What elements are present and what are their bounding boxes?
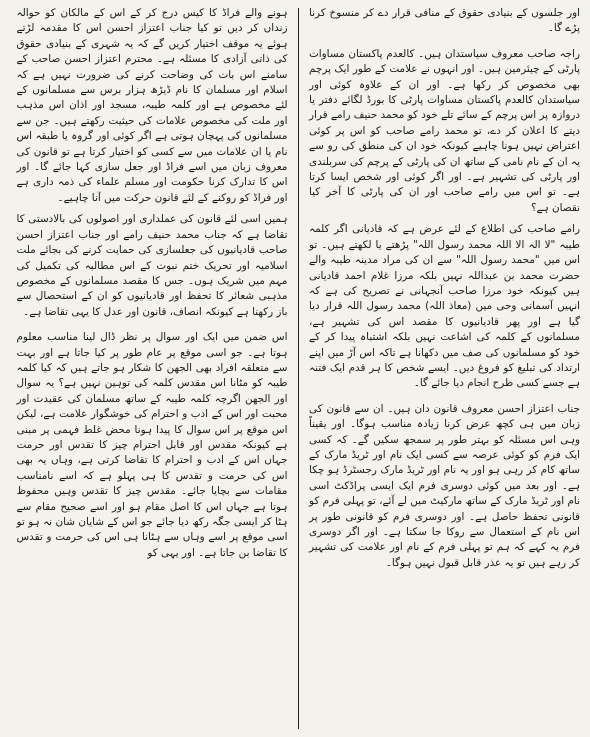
paragraph: رامے صاحب کی اطلاع کے لئے عرض ہے کہ قادیانی اگر کلمہ طیبہ "لا الہ الا اللہ محمد رسول اللہ" پڑھتے یا لکھتے ہیں۔ تو اس میں "محمد رسول اللہ" سے ان کی مراد مدینہ طیبہ والے حضرت محمد بن عبداللہ نہیں بلکہ مرزا غلام احمد قادیانی ہیں کیونکہ خود مرزا صاحب آنجہانی نے تصریح کی ہے کہ انہیں آسمانی وحی میں (معاذ اللہ) محمد رسول اللہ قرار دیا گیا ہے اور پھر قادیانیوں کا مقصد اس کی تشہیر ہے، مسلمانوں کے کلمہ کی اشاعت نہیں بلکہ اشتباہ پیدا کر کے خود کو مسلمانوں کی صف میں دکھانا ہے تاکہ اس آڑ میں اپنے ارتداد کی تبلیغ کو فروغ دیں۔ ایسے شخص کا ہر قدم ایک فتنہ ہے جسے کسی طرح انجام دیا جائے گا۔ bbox=[309, 223, 580, 390]
paragraph: جناب اعتزاز احسن معروف قانون دان ہیں۔ ان سے قانون کی زبان میں ہی کچھ عرض کرنا زیادہ مناسب ہوگا۔ اور یقیناً وہی اس مسئلہ کو بہتر طور پر سمجھ سکیں گے۔ کہ کسی ایک فرم کو کوئی عرصہ سے کسی ایک نام اور ٹریڈ مارک کے ساتھ کام کر رہی ہو اور یہ نام اور ٹریڈ مارک رجسٹرڈ ہو چکا ہے۔ اور بعد میں کوئی دوسری فرم ایک ایسی پراڈکٹ اسی نام اور ٹریڈ مارک کے ساتھ مارکیٹ میں لے آئے، تو پہلی فرم کو قانونی تحفظ حاصل ہے۔ اور دوسری فرم کو قانونی طور پر اس نام کے استعمال سے روکا جا سکتا ہے۔ اور اگر دوسری فرم یہ کہے کہ ہم تو پہلی فرم کے نام اور علامت کی تشہیر کر رہے ہیں تو یہ عذر قابل قبول نہیں ہوگا۔ bbox=[309, 402, 580, 569]
right-text-column bbox=[299, 6, 582, 731]
left-text-column bbox=[15, 6, 298, 731]
paragraph: راجہ صاحب معروف سیاستدان ہیں۔ کالعدم پاکستان مساوات پارٹی کے چیئرمین ہیں۔ اور انہوں نے علامت کے طور ایک پرچم بھی مخصوص کر رکھا ہے۔ اور ان کے علاوہ کوئی اور سیاستدان کالعدم پاکستان مساوات پارٹی کا بورڈ لگائے دفتر یا دروازہ پر اس پرچم کے سائے تلے خود کو محمد حنیف رامے قرار دیتے کا اعلان کر دے، تو محمد رامے صاحب کو اس پر کوئی اعتراض نہیں ہونا چاہیے کیونکہ خود ان کی منطق کی رو سے یہ ان کے نام نامی کے ساتھ ان کی پارٹی کے پرچم کی سربلندی اور پارٹی کی تشہیر ہے۔ اور اگر کوئی اور شخص ایسا کرتا ہے۔ تو اس میں رامے صاحب اور ان کی پارٹی کا آخر کیا نقصان ہے؟ bbox=[309, 47, 580, 214]
paragraph: ہونے والے فراڈ کا کیس درج کر کے اس کے مالکان کو حوالہ زنداں کر دیں تو کیا جناب اعتزاز احسن اس کا مقدمہ لڑتے ہوئے یہ موقف اختیار کریں گے کہ یہ شہری کے بنیادی حقوق کی ذاتی آزادی کا مسئلہ ہے۔ محترم اعتزاز احسن صاحب کے سامنے اس بات کی وضاحت کرنے کی ضرورت نہیں ہے کہ اسلام اور مسلمان کا نام ڈیڑھ ہزار برس سے مسلمانوں کے لئے مخصوص ہے اور کلمہ طیبہ، مسجد اور اذان اس مذہب اور ملت کی مخصوص علامات کی حیثیت رکھتے ہیں۔ جن سے مسلمانوں کی پہچان ہوتی ہے اگر کوئی اور گروہ یا طبقہ اس نام یا ان علامات میں سے کسی کو اختیار کرتا ہے تو قانون کی معروف زبان میں اسے فراڈ اور جعل سازی کہا جائے گا۔ اور اس کا تدارک کرنا حکومت اور مسلم علماء کی ذمہ داری ہے اور فراڈ کو روکنے کے لئے قانون حرکت میں آنا چاہیے۔ bbox=[16, 7, 288, 204]
paragraph: ہمیں اسی لئے قانون کی عملداری اور اصولوں کی بالادستی کا تقاضا ہے کہ جناب محمد حنیف رامے اور جناب اعتزاز احسن صاحب قادیانیوں کی جعلسازی کی حمایت کرنے کی بجائے ملت اسلامیہ اور تحریک ختم نبوت کے اس مطالبہ کی تکمیل کی مہم میں شریک ہوں۔ جس کا مقصد مسلمانوں کے مخصوص مذہبی شعائر کا تحفظ اور قادیانیوں کو ان کے استحصال سے باز رکھنا ہے کیونکہ انصاف، قانون اور عدل کا یہی تقاضا ہے۔ bbox=[16, 213, 288, 318]
paragraph: اور جلسوں کے بنیادی حقوق کے منافی قرار دے کر منسوخ کرنا پڑے گا۔ bbox=[309, 7, 580, 35]
paragraph: اس ضمن میں ایک اور سوال پر نظر ڈال لینا مناسب معلوم ہوتا ہے۔ جو اسی موقع پر عام طور پر کیا جاتا ہے اور بہت سے متعلقہ افراد بھی الجھن کا شکار ہو جاتے ہیں کہ کیا کلمہ طیبہ کو مٹانا اس مقدس کلمہ کی توہین نہیں ہے؟ یہ سوال اور الجھن اگرچہ کلمہ طیبہ کے ساتھ مسلمان کی عقیدت اور محبت اور اس کے ادب و احترام کی خوشگوار علامت ہے، لیکن اس موقع پر اس سوال کا پیدا ہونا محض غلط فہمی پر مبنی ہے کیونکہ مقدس اور قابل احترام چیز کا تقدس اور حرمت جہاں اس کے ادب و احترام کا تقاضا کرتی ہے، وہاں یہ بھی اس کی حرمت و تقدس کا ہی پہلو ہے کہ اسے نامناسب مقامات سے بچایا جائے۔ مقدس چیز کا تقدس وہیں محفوظ ہوتا ہے جہاں اس کا اصل مقام ہو اور اسے صحیح مقام سے ہٹا کر ایسی جگہ رکھ دیا جائے جو اس کے شایان شان نہ ہو تو اسی موقع پر اسے وہاں سے ہٹانا ہی اس کی حرمت و تقدس کا تقاضا بن جاتا ہے۔ اور یہی کو bbox=[16, 331, 288, 559]
